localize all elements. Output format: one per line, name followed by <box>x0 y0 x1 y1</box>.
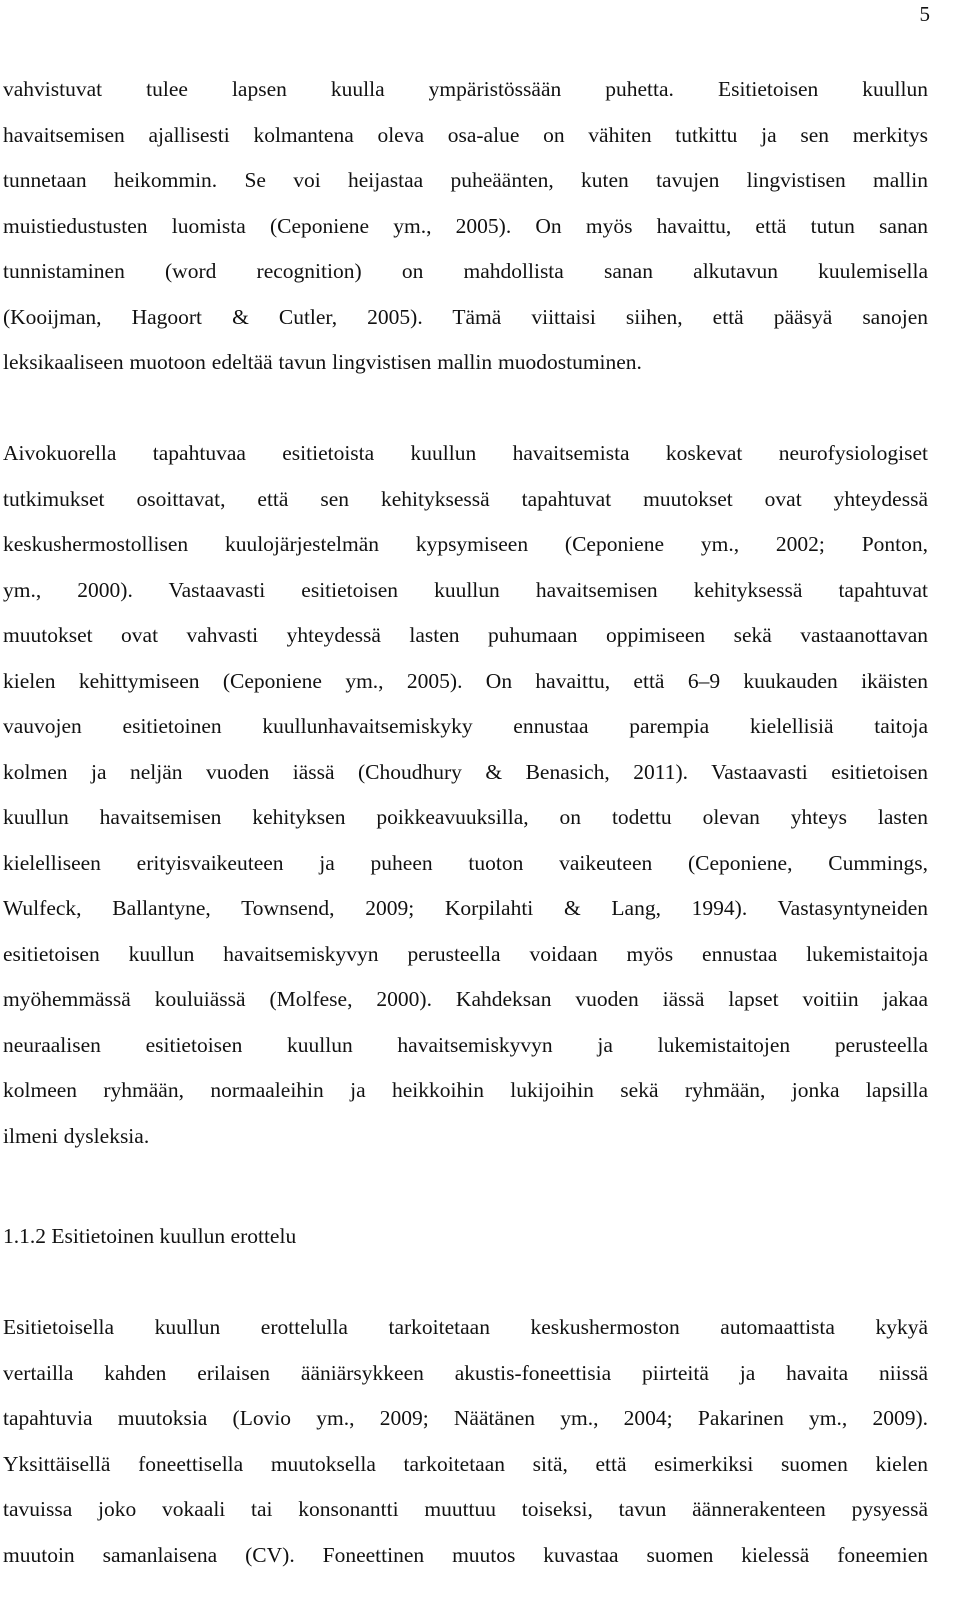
section-heading: 1.1.2 Esitietoinen kuullun erottelu <box>3 1224 297 1248</box>
text-line: tavuissa joko vokaali tai konsonantti muuttuu toiseksi, tavun äännerakenteen pysyessä <box>3 1497 928 1521</box>
text-line: ilmeni dysleksia. <box>3 1123 150 1148</box>
paragraph-3 <box>3 1305 928 1578</box>
text-line: Wulfeck, Ballantyne, Townsend, 2009; Korpilahti & Lang, 1994). Vastasyntyneiden <box>3 896 928 920</box>
text-line: leksikaaliseen muotoon edeltää tavun lingvistisen mallin muodostuminen. <box>3 350 642 374</box>
text-line: tunnistaminen (word recognition) on mahdollista sanan alkutavun kuulemisella <box>3 259 928 283</box>
text-line: vauvojen esitietoinen kuullunhavaitsemiskyky ennustaa parempia kielellisiä taitoja <box>3 714 928 738</box>
text-line: vertailla kahden erilaisen ääniärsykkeen akustis-foneettisia piirteitä ja havaita niissä <box>3 1360 928 1385</box>
text-line: (Kooijman, Hagoort & Cutler, 2005). Tämä viittaisi siihen, että pääsyä sanojen <box>3 304 928 329</box>
text-line: kolmeen ryhmään, normaaleihin ja heikkoihin lukijoihin sekä ryhmään, jonka lapsilla <box>3 1078 928 1102</box>
text-line: Esitietoisella kuullun erottelulla tarkoitetaan keskushermoston automaattista kykyä <box>3 1315 928 1339</box>
text-line: tapahtuvia muutoksia (Lovio ym., 2009; Näätänen ym., 2004; Pakarinen ym., 2009). <box>3 1406 928 1430</box>
text-line: ym., 2000). Vastaavasti esitietoisen kuullun havaitsemisen kehityksessä tapahtuvat <box>3 577 928 602</box>
text-line: tutkimukset osoittavat, että sen kehityksessä tapahtuvat muutokset ovat yhteydessä <box>3 486 928 511</box>
text-line: kolmen ja neljän vuoden iässä (Choudhury & Benasich, 2011). Vastaavasti esitietoisen <box>3 759 928 784</box>
text-line: esitietoisen kuullun havaitsemiskyvyn perusteella voidaan myös ennustaa lukemistaitoja <box>3 941 928 966</box>
text-line: havaitsemisen ajallisesti kolmantena oleva osa-alue on vähiten tutkittu ja sen merkitys <box>3 122 928 147</box>
text-line: vahvistuvat tulee lapsen kuulla ympäristössään puhetta. Esitietoisen kuullun <box>3 77 928 101</box>
text-line: myöhemmässä kouluiässä (Molfese, 2000). Kahdeksan vuoden iässä lapset voitiin jakaa <box>3 987 928 1011</box>
paragraph-2 <box>3 431 928 1159</box>
text-line: tunnetaan heikommin. Se voi heijastaa puheäänten, kuten tavujen lingvistisen mallin <box>3 168 928 192</box>
text-line: muistiedustusten luomista (Ceponiene ym., 2005). On myös havaittu, että tutun sanan <box>3 213 928 238</box>
text-line: muutokset ovat vahvasti yhteydessä lasten puhumaan oppimiseen sekä vastaanottavan <box>3 623 928 647</box>
text-line: kielen kehittymiseen (Ceponiene ym., 2005). On havaittu, että 6–9 kuukauden ikäisten <box>3 668 928 693</box>
text-line: muutoin samanlaisena (CV). Foneettinen muutos kuvastaa suomen kielessä foneemien <box>3 1542 928 1567</box>
text-line: neuraalisen esitietoisen kuullun havaitsemiskyvyn ja lukemistaitojen perusteella <box>3 1032 928 1057</box>
text-line: kielelliseen erityisvaikeuteen ja puheen tuoton vaikeuteen (Ceponiene, Cummings, <box>3 850 928 875</box>
paragraph-1 <box>3 67 928 386</box>
text-line: keskushermostollisen kuulojärjestelmän kypsymiseen (Ceponiene ym., 2002; Ponton, <box>3 532 928 556</box>
text-line: Aivokuorella tapahtuvaa esitietoista kuullun havaitsemista koskevat neurofysiologiset <box>3 441 928 465</box>
text-line: kuullun havaitsemisen kehityksen poikkeavuuksilla, on todettu olevan yhteys lasten <box>3 805 928 829</box>
text-line: Yksittäisellä foneettisella muutoksella tarkoitetaan sitä, että esimerkiksi suomen kielen <box>3 1451 928 1476</box>
page-number: 5 <box>919 2 930 26</box>
